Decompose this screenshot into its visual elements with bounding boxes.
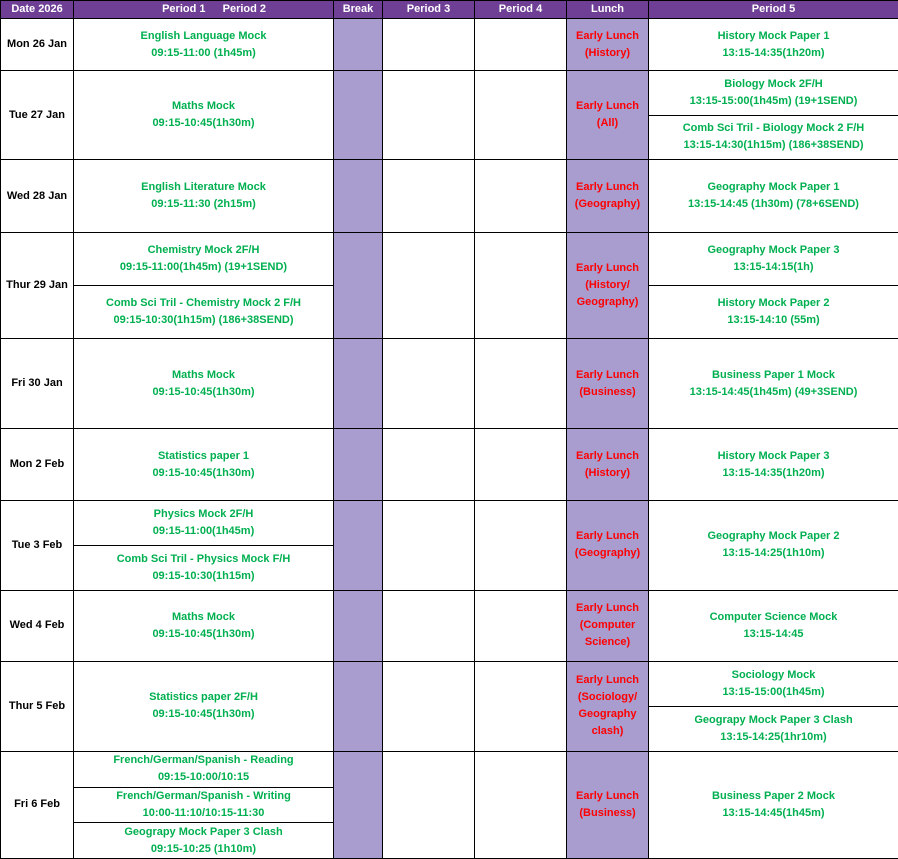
period-3-cell [383, 233, 475, 339]
exam-time: 09:15-11:00 (1h45m) [151, 46, 256, 59]
period-5-exam [649, 661, 898, 706]
exam-title: Comb Sci Tril - Chemistry Mock 2 F/H [106, 297, 301, 310]
lunch-text: clash) [591, 725, 624, 738]
header-lunch: Lunch [567, 1, 649, 19]
exam-title: Chemistry Mock 2F/H [147, 244, 260, 257]
lunch-text: (Computer [579, 619, 636, 632]
exam-time: 13:15-14:45 [743, 627, 804, 640]
break-cell [334, 751, 383, 858]
exam-time: 09:15-10:30(1h15m) [152, 569, 255, 582]
lunch-text: (History) [584, 46, 631, 59]
table-row [1, 19, 898, 71]
date-cell: Wed 28 Jan [1, 160, 74, 233]
exam-title: Comb Sci Tril - Biology Mock 2 F/H [682, 122, 865, 135]
exam-time: 13:15-14:30(1h15m) (186+38SEND) [683, 139, 864, 152]
lunch-text: Early Lunch [576, 262, 639, 275]
period-1-2-exam [74, 19, 334, 71]
exam-time: 13:15-14:45(1h45m) [722, 806, 825, 819]
exam-time: 13:15-14:45 (1h30m) (78+6SEND) [688, 198, 859, 211]
exam-title: Computer Science Mock [709, 610, 838, 623]
table-row [1, 590, 898, 661]
period-3-cell [383, 71, 475, 160]
date-cell: Tue 27 Jan [1, 71, 74, 160]
period-1-2-exam [74, 590, 334, 661]
exam-time: 13:15-14:25(1hr10m) [720, 730, 827, 743]
break-cell [334, 19, 383, 71]
lunch-text: (Geography) [574, 547, 641, 560]
header-period-1-2 [74, 1, 334, 19]
break-cell [334, 71, 383, 160]
period-5-exam [649, 590, 898, 661]
period-5-exam [649, 706, 898, 751]
period-1-2-exam [74, 823, 334, 859]
period-5-exam [649, 233, 898, 286]
period-4-cell [475, 500, 567, 590]
exam-title: English Language Mock [140, 29, 267, 42]
date-cell: Thur 5 Feb [1, 661, 74, 751]
header-period-2: Period 2 [222, 3, 267, 15]
exam-time: 09:15-10:45(1h30m) [152, 117, 255, 130]
period-3-cell [383, 590, 475, 661]
lunch-text: (History/ [585, 279, 630, 292]
break-cell [334, 500, 383, 590]
lunch-cell [567, 19, 649, 71]
exam-title: History Mock Paper 1 [717, 29, 830, 42]
period-4-cell [475, 160, 567, 233]
exam-title: History Mock Paper 3 [717, 449, 830, 462]
period-1-2-exam [74, 500, 334, 545]
period-4-cell [475, 71, 567, 160]
exam-title: Maths Mock [172, 368, 235, 381]
period-4-cell [475, 429, 567, 500]
exam-time: 09:15-10:00/10:15 [157, 771, 250, 784]
lunch-text: (Sociology/ [577, 691, 638, 704]
header-period-4: Period 4 [475, 1, 567, 19]
table-row [1, 160, 898, 233]
exam-time: 13:15-14:35(1h20m) [722, 46, 825, 59]
period-1-2-exam [74, 339, 334, 429]
period-3-cell [383, 339, 475, 429]
period-4-cell [475, 590, 567, 661]
lunch-cell [567, 751, 649, 858]
exam-time: 13:15-14:10 (55m) [727, 314, 820, 327]
period-3-cell [383, 19, 475, 71]
lunch-cell [567, 71, 649, 160]
lunch-text: Early Lunch [576, 674, 639, 687]
exam-time: 09:15-11:00(1h45m) (19+1SEND) [119, 261, 288, 274]
exam-title: Business Paper 1 Mock [712, 368, 835, 381]
period-1-2-exam [74, 545, 334, 590]
table-row [1, 429, 898, 500]
lunch-text: Early Lunch [576, 789, 639, 802]
lunch-text: (Business) [579, 806, 636, 819]
break-cell [334, 661, 383, 751]
period-1-2-exam [74, 429, 334, 500]
exam-title: Comb Sci Tril - Physics Mock F/H [116, 552, 291, 565]
date-cell: Tue 3 Feb [1, 500, 74, 590]
exam-time: 13:15-14:25(1h10m) [722, 547, 825, 560]
table-row [1, 71, 898, 116]
period-4-cell [475, 751, 567, 858]
period-1-2-exam [74, 233, 334, 286]
exam-time: 09:15-11:30 (2h15m) [151, 198, 256, 211]
lunch-cell [567, 429, 649, 500]
period-4-cell [475, 661, 567, 751]
lunch-cell [567, 233, 649, 339]
exam-time: 13:15-15:00(1h45m) [722, 685, 825, 698]
period-5-exam [649, 71, 898, 116]
lunch-cell [567, 500, 649, 590]
table-row [1, 500, 898, 545]
period-3-cell [383, 751, 475, 858]
exam-title: Statistics paper 1 [157, 449, 250, 462]
period-5-exam [649, 160, 898, 233]
exam-time: 09:15-10:25 (1h10m) [150, 842, 257, 855]
lunch-text: Geography) [576, 296, 639, 309]
period-3-cell [383, 160, 475, 233]
header-row [1, 1, 898, 19]
lunch-cell [567, 590, 649, 661]
lunch-text: Early Lunch [576, 29, 639, 42]
break-cell [334, 590, 383, 661]
lunch-text: (Business) [579, 385, 636, 398]
table-row [1, 661, 898, 706]
exam-time: 09:15-11:00(1h45m) [152, 524, 255, 537]
period-1-2-exam [74, 286, 334, 339]
header-period-3: Period 3 [383, 1, 475, 19]
period-4-cell [475, 339, 567, 429]
period-5-exam [649, 19, 898, 71]
lunch-text: Early Lunch [576, 449, 639, 462]
lunch-cell [567, 339, 649, 429]
date-cell: Wed 4 Feb [1, 590, 74, 661]
period-5-exam [649, 500, 898, 590]
exam-title: Maths Mock [172, 100, 235, 113]
date-cell: Thur 29 Jan [1, 233, 74, 339]
exam-time: 10:00-11:10/10:15-11:30 [142, 806, 265, 819]
date-cell: Mon 26 Jan [1, 19, 74, 71]
lunch-cell [567, 661, 649, 751]
lunch-text: Science) [584, 636, 631, 649]
exam-title: History Mock Paper 2 [717, 297, 830, 310]
exam-title: Geography Mock Paper 2 [707, 530, 840, 543]
period-3-cell [383, 500, 475, 590]
period-5-exam [649, 286, 898, 339]
lunch-text: Early Lunch [576, 368, 639, 381]
lunch-text: Early Lunch [576, 602, 639, 615]
break-cell [334, 429, 383, 500]
lunch-text: (Geography) [574, 198, 641, 211]
header-break: Break [334, 1, 383, 19]
date-cell: Mon 2 Feb [1, 429, 74, 500]
period-5-exam [649, 751, 898, 858]
exam-time: 09:15-10:45(1h30m) [152, 708, 255, 721]
exam-time: 09:15-10:30(1h15m) (186+38SEND) [113, 314, 294, 327]
period-1-2-exam [74, 751, 334, 787]
table-row [1, 751, 898, 787]
break-cell [334, 233, 383, 339]
header-date: Date 2026 [1, 1, 74, 19]
exam-title: Maths Mock [172, 610, 235, 623]
exam-time: 13:15-15:00(1h45m) (19+1SEND) [689, 94, 858, 107]
table-row [1, 339, 898, 429]
period-1-2-exam [74, 71, 334, 160]
exam-title: Geography Mock Paper 1 [707, 181, 840, 194]
exam-title: Statistics paper 2F/H [149, 691, 258, 704]
header-period-5: Period 5 [649, 1, 898, 19]
exam-time: 09:15-10:45(1h30m) [152, 627, 255, 640]
period-4-cell [475, 233, 567, 339]
period-5-exam [649, 429, 898, 500]
date-cell: Fri 30 Jan [1, 339, 74, 429]
period-1-2-exam [74, 661, 334, 751]
lunch-text: Early Lunch [576, 530, 639, 543]
date-cell: Fri 6 Feb [1, 751, 74, 858]
period-4-cell [475, 19, 567, 71]
lunch-text: Early Lunch [576, 181, 639, 194]
header-period-1: Period 1 [162, 3, 206, 15]
exam-title: Sociology Mock [731, 668, 816, 681]
exam-time: 13:15-14:15(1h) [733, 261, 814, 274]
period-5-exam [649, 339, 898, 429]
lunch-text: Geography [578, 708, 637, 721]
period-1-2-exam [74, 787, 334, 823]
lunch-text: Early Lunch [576, 100, 639, 113]
exam-time: 09:15-10:45(1h30m) [152, 466, 255, 479]
exam-title: French/German/Spanish - Reading [113, 754, 294, 767]
exam-time: 13:15-14:45(1h45m) (49+3SEND) [689, 385, 858, 398]
exam-time: 09:15-10:45(1h30m) [152, 385, 255, 398]
exam-title: French/German/Spanish - Writing [116, 789, 291, 802]
lunch-text: (History) [584, 466, 631, 479]
exam-title: Business Paper 2 Mock [712, 789, 835, 802]
period-1-2-exam [74, 160, 334, 233]
exam-title: Biology Mock 2F/H [724, 77, 823, 90]
table-row [1, 233, 898, 286]
exam-title: English Literature Mock [141, 181, 266, 194]
period-3-cell [383, 661, 475, 751]
lunch-text: (All) [596, 117, 619, 130]
exam-title: Geography Mock Paper 3 [707, 244, 840, 257]
period-3-cell [383, 429, 475, 500]
exam-title: Physics Mock 2F/H [153, 507, 254, 520]
break-cell [334, 339, 383, 429]
exam-title: Geograpy Mock Paper 3 Clash [694, 713, 853, 726]
exam-title: Geograpy Mock Paper 3 Clash [124, 825, 283, 838]
lunch-cell [567, 160, 649, 233]
period-5-exam [649, 115, 898, 160]
exam-time: 13:15-14:35(1h20m) [722, 466, 825, 479]
break-cell [334, 160, 383, 233]
